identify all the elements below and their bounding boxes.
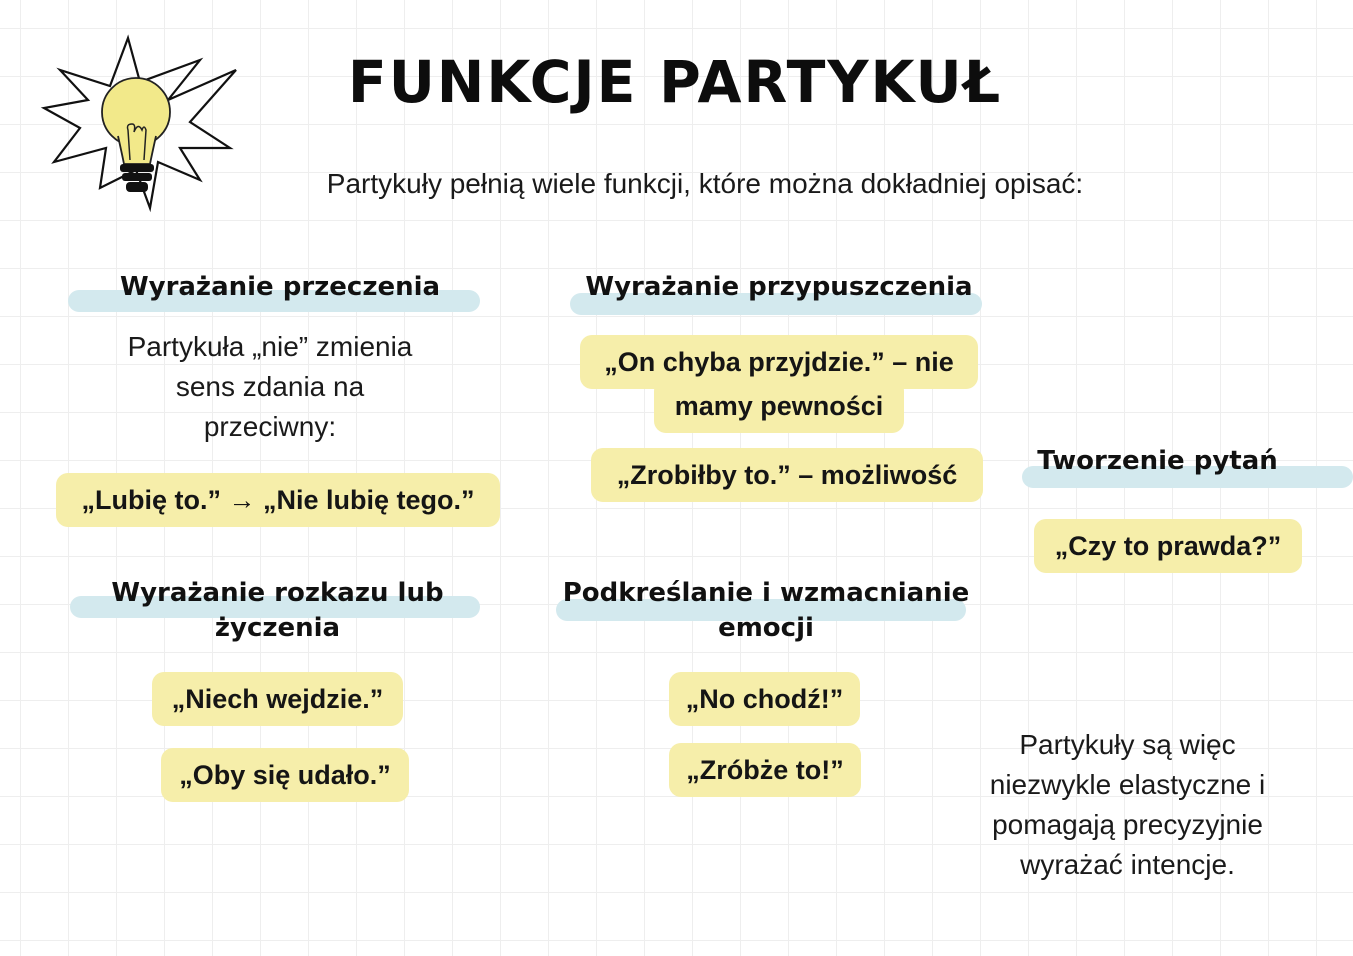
example-przypuszczenie-1 <box>580 335 980 433</box>
heading-line: emocji <box>718 613 814 643</box>
heading-rozkaz <box>70 576 485 646</box>
text-line: Partykuły są więc <box>1019 729 1236 760</box>
heading-line: Wyrażanie rozkazu lub <box>111 578 444 608</box>
example-line: „On chyba przyjdzie.” – nie <box>580 335 978 389</box>
example-line: mamy pewności <box>654 379 904 433</box>
text-line: sens zdania na <box>175 371 365 402</box>
text-line: Partykuła „nie” zmienia <box>127 331 413 362</box>
text-line: wyrażać intencje. <box>1020 849 1235 880</box>
page-title: FUNKCJE PARTYKUŁ <box>347 48 1003 116</box>
example-pytania: „Czy to prawda?” <box>1034 519 1302 573</box>
heading-pytania: Tworzenie pytań <box>1037 446 1278 476</box>
heading-przypuszczenie: Wyrażanie przypuszczenia <box>585 272 973 302</box>
example-emocje-2: „Zróbże to!” <box>669 743 861 797</box>
subtitle: Partykuły pełnią wiele funkcji, które można dokładniej opisać: <box>326 168 1084 199</box>
conclusion-text <box>955 725 1300 885</box>
heading-emocje <box>540 576 992 646</box>
heading-line: Podkreślanie i wzmacnianie <box>562 578 970 608</box>
heading-przeczenie: Wyrażanie przeczenia <box>119 272 441 302</box>
lightbulb-icon <box>40 30 240 215</box>
example-emocje-1: „No chodź!” <box>669 672 860 726</box>
example-przeczenie: „Lubię to.” → „Nie lubię tego.” <box>56 473 500 527</box>
heading-line: życzenia <box>214 613 341 643</box>
example-rozkaz-2: „Oby się udało.” <box>161 748 409 802</box>
text-line: pomagają precyzyjnie <box>992 809 1263 840</box>
text-line: przeciwny: <box>203 411 337 442</box>
text-line: niezwykle elastyczne i <box>989 769 1266 800</box>
example-przypuszczenie-2: „Zrobiłby to.” – możliwość <box>591 448 983 502</box>
example-rozkaz-1: „Niech wejdzie.” <box>152 672 403 726</box>
przeczenie-text <box>80 327 460 447</box>
